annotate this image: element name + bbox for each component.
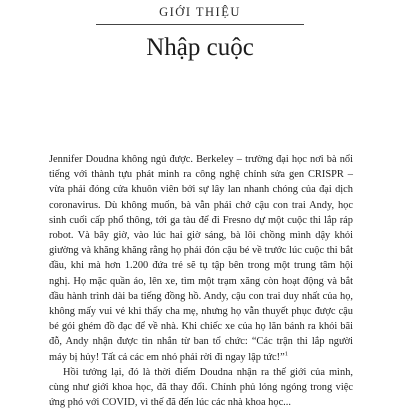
paragraph — [49, 152, 353, 365]
header-divider — [96, 24, 304, 25]
paragraph-text: Hồi tưởng lại, đó là thời điểm Doudna nhận ra thế giới của mình, cùng như giới khoa học, đã thay đổi. Chính phủ lóng ngóng trong việc ứng phó với COVID, vì thế đã đến lúc các nhà khoa học... — [49, 366, 353, 409]
body-text — [49, 152, 353, 410]
paragraph — [49, 365, 353, 410]
paragraph-text: Jennifer Doudna không ngủ được. Berkeley – trường đại học nơi bà nổi tiếng với thành tựu phát minh ra công nghệ chỉnh sửa gen CRISPR – vừa phải đóng cửa khuôn viên bởi sự lây lan nhanh chóng của đại dịch coronavirus. Dù không muốn, bà vẫn phải chở cậu con trai Andy, học sinh cuối cấp phổ thông, tới ga tàu để đi Fresno dự một cuộc thi lắp ráp robot. Và bây giờ, vào lúc hai giờ sáng, bà lôi chồng mình dậy khỏi giường và khăng khăng rằng họ phải đón cậu bé về trước lúc cuộc thi bắt đầu, khi mà hơn 1.200 đứa trẻ sẽ tụ tập bên trong một trung tâm hội nghị. Họ mặc quần áo, lên xe, tìm một trạm xăng còn hoạt động và bắt đầu hành trình dài ba tiếng đồng hồ. Andy, cậu con trai duy nhất của họ, không mấy vui vẻ khi thấy cha mẹ, nhưng họ vẫn thuyết phục được cậu bé gói ghém đồ đạc để về nhà. Khi chiếc xe của họ lăn bánh ra khỏi bãi đỗ, Andy nhận được tin nhắn từ ban tổ chức: “Các trận thi lắp người máy bị hủy! Tất cả các em nhỏ phải rời đi ngay lập tức!” — [49, 154, 353, 363]
chapter-label: GIỚI THIỆU — [159, 5, 241, 19]
chapter-title: Nhập cuộc — [146, 34, 254, 61]
footnote-marker: 1 — [284, 350, 288, 358]
